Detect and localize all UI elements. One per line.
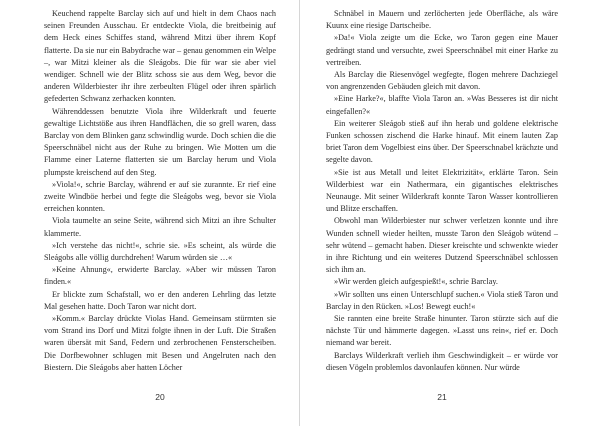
paragraph: »Viola!«, schrie Barclay, während er auf sie zurannte. Er rief eine zweite Windböe herbei und fegte die Sleágobs weg, bevor sie Viola erreichen konnten. <box>44 179 276 214</box>
right-page-body <box>326 8 558 374</box>
paragraph: Barclays Wilderkraft verlieh ihm Geschwindigkeit – er würde vor diesen Vögeln problemlos davonlaufen können. Nur würde <box>326 350 558 372</box>
paragraph: Schnäbel in Mauern und zerlöcherten jede Oberfläche, als wäre Kuunx eine riesige Dartscheibe. <box>326 9 558 31</box>
left-page-body <box>44 8 276 374</box>
paragraph: Er blickte zum Schafstall, wo er den anderen Lehrling das letzte Mal gesehen hatte. Doch Taron war nicht dort. <box>44 289 276 311</box>
paragraph: »Sie ist aus Metall und leitet Elektrizität«, erklärte Taron. Sein Wilderbiest war ein Nathermara, ein gigantisches elektrisches Neunauge. Mit seiner Wilderkraft konnte Taron Wasser kontrollieren und Blitze erschaffen. <box>326 167 558 214</box>
paragraph: Viola taumelte an seine Seite, während sich Mitzi an ihre Schulter klammerte. <box>44 216 276 238</box>
paragraph: »Wir sollten uns einen Unterschlupf suchen.« Viola stieß Taron und Barclay in den Rücken. »Los! Bewegt euch!« <box>326 289 558 311</box>
page-number-right: 21 <box>437 392 447 402</box>
paragraph: »Wir werden gleich aufgespießt!«, schrie Barclay. <box>334 277 498 287</box>
paragraph: Währenddessen benutzte Viola ihre Wilderkraft und feuerte gewaltige Lichtstöße aus ihren Handflächen, die so grell waren, dass Barclay von dem Blinken ganz schwindlig wurde. Doch schien die die Speerschnäbel nicht aus der Ruhe zu bringen. Wie Motten um die Flamme einer Laterne flatterten sie um Barclay herum und Viola plumpste kreischend auf den Steg. <box>44 106 276 177</box>
paragraph: »Ich verstehe das nicht!«, schrie sie. »Es scheint, als würde die Sleágobs alle völlig durchdrehen! Warum würden sie …« <box>44 240 276 263</box>
paragraph: »Keine Ahnung«, erwiderte Barclay. »Aber wir müssen Taron finden.« <box>44 265 276 287</box>
paragraph: Ein weiterer Sleágob stieß auf ihn herab und goldene elektrische Funken schossen zischend die Harke hinauf. Mit einem lauten Zap briet Taron dem Vogelbiest eins über. Der Speerschnabel krächzte und segelte davon. <box>326 118 558 165</box>
paragraph: Als Barclay die Riesenvögel wegfegte, flogen mehrere Dachziegel von angrenzenden Gebäuden gleich mit davon. <box>326 70 558 92</box>
paragraph: Sie rannten eine breite Straße hinunter. Taron stürzte sich auf die nächste Tür und hämmerte dagegen. »Lasst uns rein«, rief er. Doch niemand war bereit. <box>326 314 558 348</box>
paragraph: Obwohl man Wilderbiester nur schwer verletzen konnte und ihre Wunden schnell wieder heilten, musste Taron den Sleágob wütend – sehr wütend – gemacht haben. Dieser kreischte und schwenkte wieder in ihre Richtung und ein weiteres Dutzend Speerschnäbel schlossen sich ihm an. <box>326 216 558 275</box>
page-number-left: 20 <box>155 392 165 402</box>
right-page <box>326 8 558 410</box>
left-page <box>44 8 276 410</box>
paragraph: »Komm.« Barclay drückte Violas Hand. Gemeinsam stürmten sie vom Strand ins Dorf und Mitzi folgte ihnen in der Luft. Die Straßen waren übersät mit Sand, Federn und zerbrochenen Fensterscheiben. Die Dorfbewohner schlugen mit Besen und Angelruten nach den Biestern. Die Sleágobs aber hatten Löcher <box>44 314 276 372</box>
spine-divider <box>299 0 300 426</box>
paragraph: »Da!« Viola zeigte um die Ecke, wo Taron gegen eine Mauer gedrängt stand und versuchte, zwei Speerschnäbel mit einer Harke zu vertreiben. <box>326 33 558 67</box>
paragraph: »Eine Harke?«, blaffte Viola Taron an. »Was Besseres ist dir nicht eingefallen?« <box>326 94 558 116</box>
paragraph: Keuchend rappelte Barclay sich auf und hielt in dem Chaos nach seinen Freunden Ausschau. Er entdeckte Viola, die breitbeinig auf dem Heck eines Schiffes stand, während Mitzi über ihrem Kopf flatterte. Da sie nur ein Babydrache war – genau genommen ein Welpe –, war Mitzi kleiner als die Sleágobs. Die für war sie aber viel wendiger. Schnell wie der Blitz schoss sie aus dem Weg, bevor die anderen Wilderbiester ihr ihre zerbeulten Flügel oder ihren spärlich gefederten Schwanz zerhacken konnten. <box>44 9 276 104</box>
